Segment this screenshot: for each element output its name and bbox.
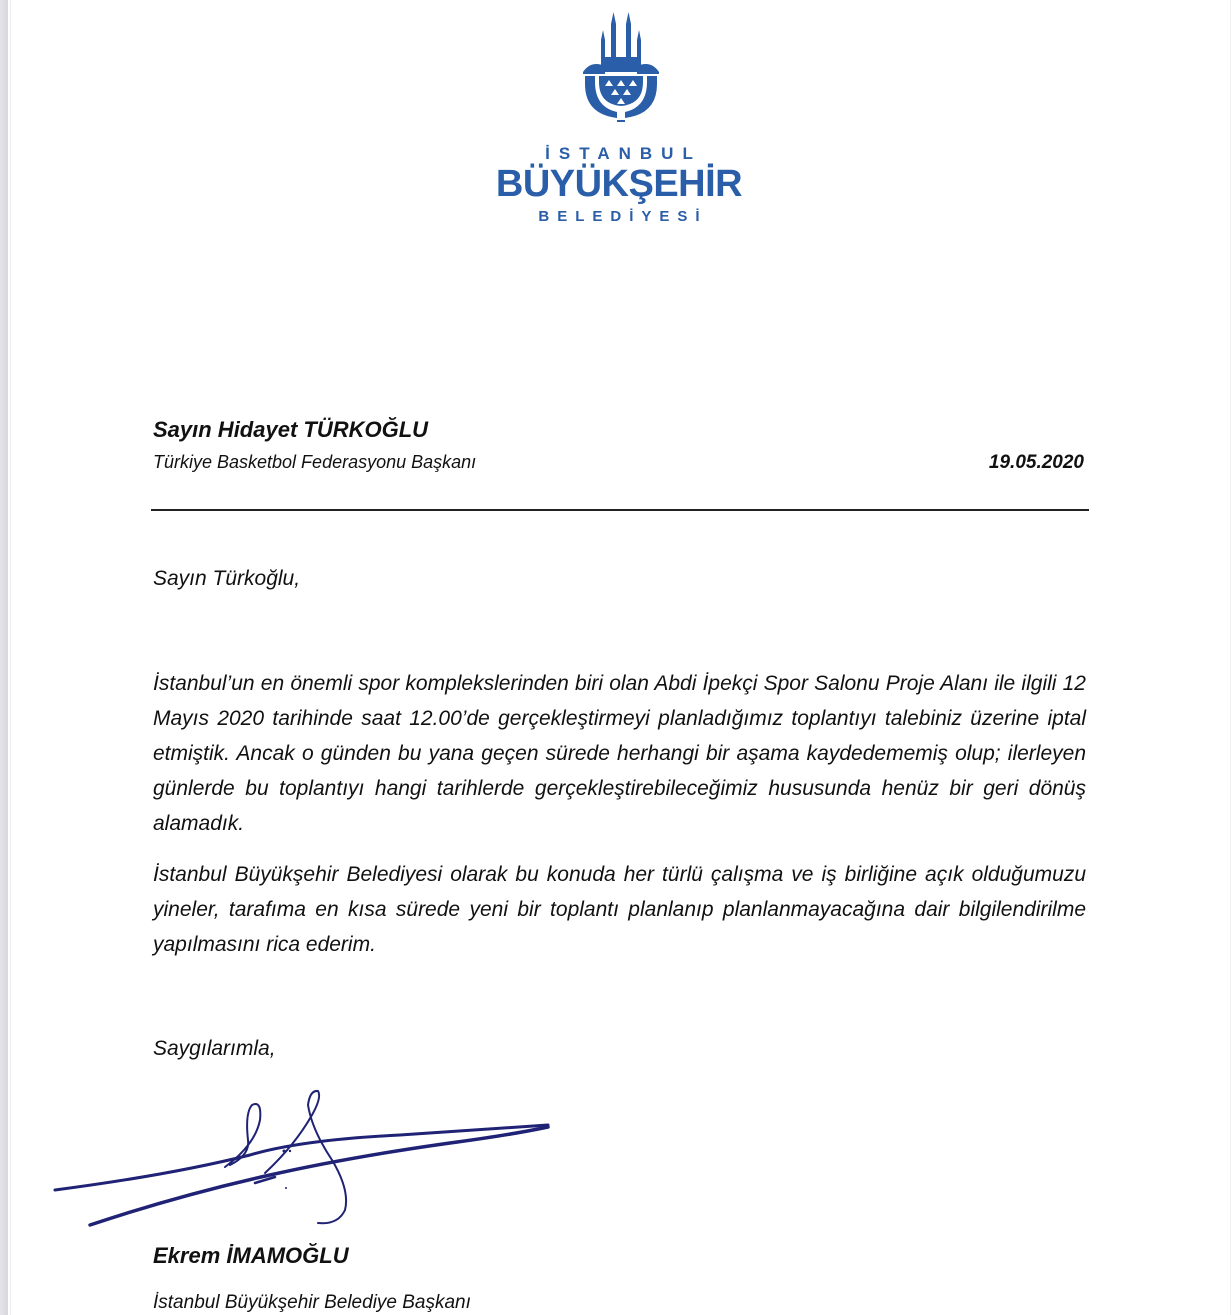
letter-date: 19.05.2020 xyxy=(988,452,1084,473)
signer-title: İstanbul Büyükşehir Belediye Başkanı xyxy=(153,1292,471,1313)
signer-name: Ekrem İMAMOĞLU xyxy=(153,1243,349,1268)
recipient-title: Türkiye Basketbol Federasyonu Başkanı xyxy=(153,452,477,472)
letterhead-line-buyuksehir: BÜYÜKŞEHİR xyxy=(495,163,743,205)
salutation: Sayın Türkoğlu, xyxy=(153,567,301,590)
letterhead-line-istanbul: İSTANBUL xyxy=(545,144,702,163)
body-paragraph: İstanbul Büyükşehir Belediyesi olarak bu konuda her türlü çalışma ve iş birliğine açık olduğumuzu yineler, tarafıma en kısa sürede yeni bir toplantı planlanıp planlanmayacağına dair bilgilendirilme yapılmasını rica ederim. xyxy=(153,863,1086,956)
page-edge-line xyxy=(10,0,11,1315)
letterhead-logo xyxy=(486,12,752,225)
closing: Saygılarımla, xyxy=(153,1037,276,1060)
letterhead-line-belediyesi: BELEDİYESİ xyxy=(538,208,708,225)
header-divider xyxy=(151,509,1089,511)
page-edge-shadow xyxy=(0,0,8,1315)
body-paragraph: İstanbul’un en önemli spor komplekslerinden biri olan Abdi İpekçi Spor Salonu Proje Alanı ile ilgili 12 Mayıs 2020 tarihinde saat 12.00’de gerçekleştirmeyi planladığımız toplantıyı talebiniz üzerine iptal etmiştik. Ancak o günden bu yana geçen sürede herhangi bir aşama kaydedememiş olup; ilerleyen günlerde bu toplantıyı hangi tarihlerde gerçekleştirebileceğimiz hususunda henüz bir geri dönüş alamadık. xyxy=(153,672,1086,835)
recipient-name: Sayın Hidayet TÜRKOĞLU xyxy=(153,417,429,442)
municipality-emblem-icon xyxy=(581,12,661,122)
signature-icon xyxy=(50,1085,560,1235)
